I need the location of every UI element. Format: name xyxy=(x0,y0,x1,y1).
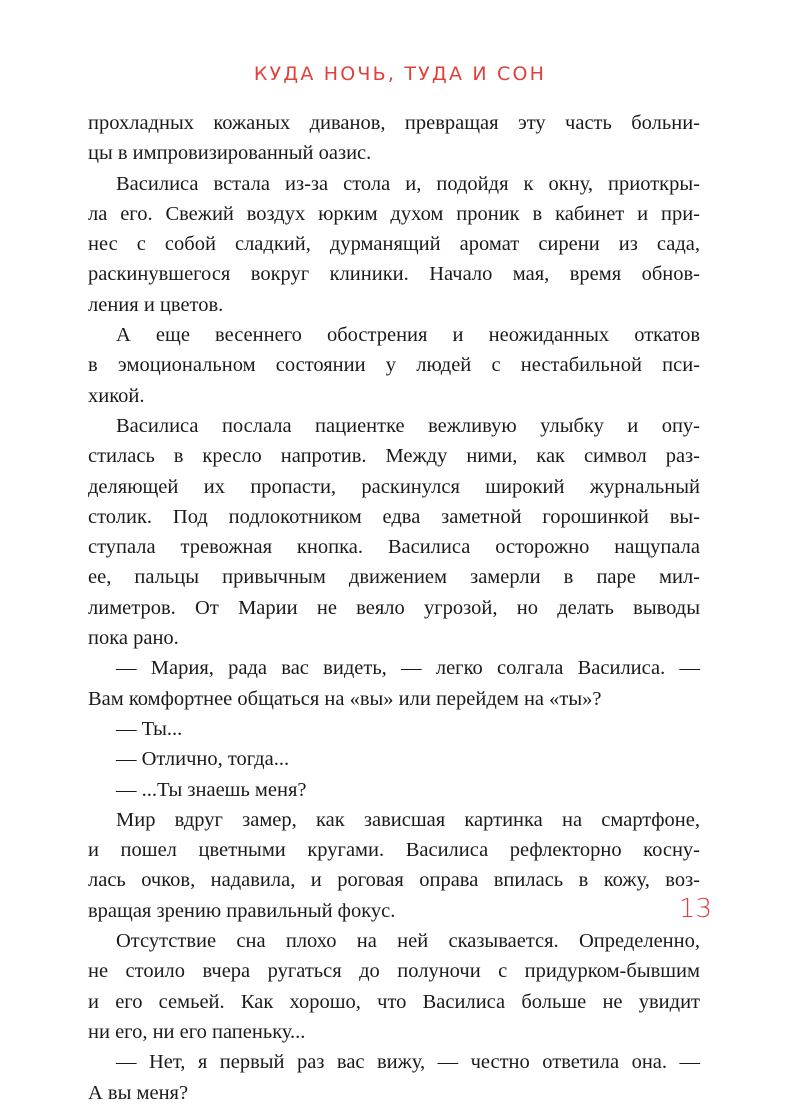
dialogue-line: А вы меня? xyxy=(88,1081,189,1104)
text-line: не стоило вчера ругаться до полуночи с придурком-бывшим xyxy=(88,960,700,983)
text-line: ла его. Свежий воздух юрким духом проник в кабинет и при- xyxy=(88,202,700,225)
text-line: ступала тревожная кнопка. Василиса осторожно нащупала xyxy=(88,536,700,559)
text-line: Василиса послала пациентке вежливую улыбку и опу- xyxy=(116,414,700,437)
text-line: деляющей их пропасти, раскинулся широкий журнальный xyxy=(88,475,700,498)
text-line: цы в импровизированный оазис. xyxy=(88,142,372,165)
dialogue-line: — ...Ты знаешь меня? xyxy=(116,778,307,801)
running-header: КУДА НОЧЬ, ТУДА И СОН xyxy=(253,63,547,85)
page-number: 13 xyxy=(678,894,712,924)
text-line: пока рано. xyxy=(88,627,179,650)
dialogue-line: — Мария, рада вас видеть, — легко солгала Василиса. — xyxy=(116,657,700,680)
text-line: нес с собой сладкий, дурманящий аромат сирени из сада, xyxy=(88,233,700,256)
text-line: столик. Под подлокотником едва заметной горошинкой вы- xyxy=(88,505,700,528)
text-line: прохладных кожаных диванов, превращая эту часть больни- xyxy=(88,112,700,134)
dialogue-line: — Отлично, тогда... xyxy=(116,748,290,771)
text-line: в эмоциональном состоянии у людей с нестабильной пси- xyxy=(88,354,700,377)
text-line: и пошел цветными кругами. Василиса рефлекторно косну- xyxy=(88,839,700,862)
text-line: лась очков, надавила, и роговая оправа впилась в кожу, воз- xyxy=(88,869,700,892)
text-line: и его семьей. Как хорошо, что Василиса больше не увидит xyxy=(88,990,700,1013)
text-line: ее, пальцы привычным движением замерли в паре мил- xyxy=(88,566,700,589)
text-line: А еще весеннего обострения и неожиданных откатов xyxy=(116,324,700,347)
dialogue-line: — Нет, я первый раз вас вижу, — честно ответила она. — xyxy=(116,1051,700,1074)
text-line: хикой. xyxy=(88,384,145,407)
text-line: раскинувшегося вокруг клиники. Начало мая, время обнов- xyxy=(88,263,700,286)
text-line: ни его, ни его папеньку... xyxy=(88,1020,306,1043)
dialogue-line: — Ты... xyxy=(116,717,183,740)
text-line: Мир вдруг замер, как зависшая картинка на смартфоне, xyxy=(116,808,700,831)
text-line: лиметров. От Марии не веяло угрозой, но делать выводы xyxy=(88,596,700,619)
text-line: ления и цветов. xyxy=(88,293,224,316)
text-line: Отсутствие сна плохо на ней сказывается. Определенно, xyxy=(116,930,700,953)
dialogue-line: Вам комфортнее общаться на «вы» или перейдем на «ты»? xyxy=(88,687,602,710)
text-line: стилась в кресло напротив. Между ними, как символ раз- xyxy=(88,445,700,468)
body-text xyxy=(88,108,700,1108)
text-line: Василиса встала из-за стола и, подойдя к окну, приоткры- xyxy=(116,172,700,195)
text-line: вращая зрению правильный фокус. xyxy=(88,899,396,922)
